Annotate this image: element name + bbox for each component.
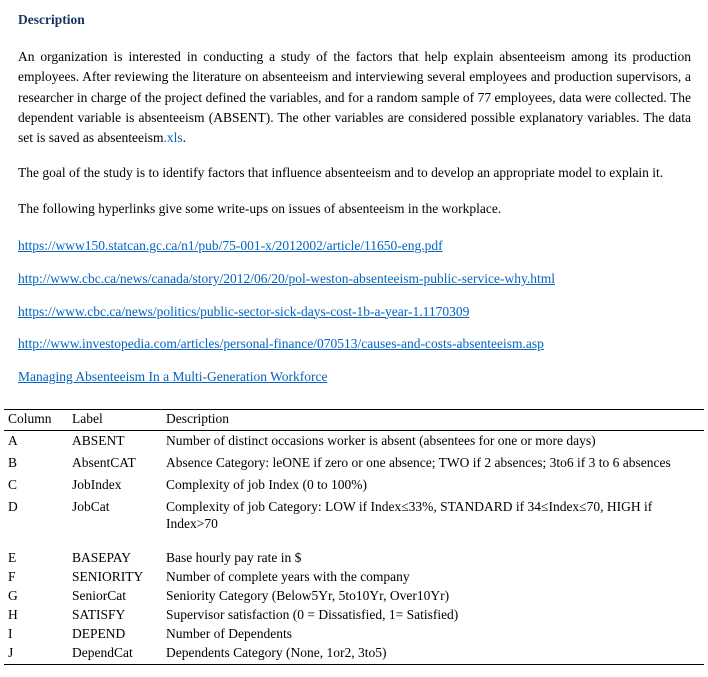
managing-absenteeism-link[interactable]: Managing Absenteeism In a Multi-Generation Workforce <box>18 369 328 385</box>
cell-description: Dependents Category (None, 1or2, 3to5) <box>166 644 387 660</box>
goal-paragraph: The goal of the study is to identify factors that influence absenteeism and to develop an appropriate model to explain it. <box>18 165 664 181</box>
cell-label: SeniorCat <box>72 588 126 604</box>
table-row <box>4 588 704 607</box>
cell-column: C <box>8 476 18 492</box>
cell-description: Number of complete years with the company <box>166 569 410 585</box>
cell-description: Absence Category: leONE if zero or one absence; TWO if 2 absences; 3to6 if 3 to 6 absences <box>166 454 671 470</box>
cell-column: A <box>8 433 18 449</box>
link-line <box>18 335 691 354</box>
table-row <box>4 497 704 551</box>
link-line <box>18 270 691 289</box>
cell-column: H <box>8 607 18 623</box>
table-row <box>4 626 704 645</box>
cell-column: E <box>8 550 17 566</box>
link-line <box>18 368 691 387</box>
intro-period: . <box>182 130 186 145</box>
cell-label: ABSENT <box>72 433 125 449</box>
header-description: Description <box>162 410 704 431</box>
cbc-canada-link[interactable]: http://www.cbc.ca/news/canada/story/2012/06/20/pol-weston-absenteeism-public-service-why.html <box>18 270 555 286</box>
links-intro-paragraph: The following hyperlinks give some write-ups on issues of absenteeism in the workplace. <box>18 200 502 216</box>
variables-table <box>4 409 704 665</box>
table-row <box>4 607 704 626</box>
intro-paragraph <box>18 47 691 148</box>
cell-column: D <box>8 498 18 514</box>
hyperlinks-list <box>18 237 691 387</box>
cell-column: F <box>8 569 16 585</box>
table-row <box>4 475 704 497</box>
link-line <box>18 237 691 256</box>
cell-label: SATISFY <box>72 607 126 623</box>
investopedia-link[interactable]: http://www.investopedia.com/articles/personal-finance/070513/causes-and-costs-absenteeism.asp <box>18 336 544 352</box>
cell-label: AbsentCAT <box>72 454 136 470</box>
cell-description: Seniority Category (Below5Yr, 5to10Yr, Over10Yr) <box>166 588 450 604</box>
dataset-file-link[interactable]: .xls <box>163 130 183 145</box>
cell-description: Base hourly pay rate in $ <box>166 550 302 566</box>
cell-label: JobIndex <box>72 476 122 492</box>
cell-description: Number of Dependents <box>166 625 292 641</box>
table-row <box>4 431 704 453</box>
intro-text: An organization is interested in conducting a study of the factors that help explain absenteeism among its production employees. After reviewing the literature on absenteeism and interviewing several employees and production supervisors, a researcher in charge of the project defined the variables, and for a random sample of 77 employees, data were collected. The dependent variable is absenteeism (ABSENT). The other variables are considered possible explanatory variables. The data set is saved as absenteeism <box>18 49 691 145</box>
cell-description: Complexity of job Index (0 to 100%) <box>166 476 367 492</box>
table-row <box>4 645 704 664</box>
cell-column: B <box>8 454 18 470</box>
table-row <box>4 569 704 588</box>
table-row <box>4 550 704 569</box>
statcan-link[interactable]: https://www150.statcan.gc.ca/n1/pub/75-001-x/2012002/article/11650-eng.pdf <box>18 237 443 253</box>
page-title: Description <box>18 12 85 27</box>
cell-label: BASEPAY <box>72 550 132 566</box>
link-line <box>18 303 691 322</box>
cell-description: Number of distinct occasions worker is absent (absentees for one or more days) <box>166 433 596 449</box>
cbc-politics-link[interactable]: https://www.cbc.ca/news/politics/public-sector-sick-days-cost-1b-a-year-1.1170309 <box>18 303 470 319</box>
cell-label: DependCat <box>72 644 133 660</box>
cell-label: JobCat <box>72 498 110 514</box>
header-column: Column <box>4 410 68 431</box>
cell-column: J <box>8 644 14 660</box>
cell-description: Supervisor satisfaction (0 = Dissatisfied, 1= Satisfied) <box>166 607 459 623</box>
cell-description: Complexity of job Category: LOW if Index≤33%, STANDARD if 34≤Index≤70, HIGH if Index>70 <box>166 498 653 531</box>
variables-table-wrapper <box>4 409 704 665</box>
cell-column: I <box>8 625 13 641</box>
table-row <box>4 453 704 475</box>
cell-label: DEPEND <box>72 625 126 641</box>
table-header-row <box>4 410 704 431</box>
header-label: Label <box>68 410 162 431</box>
cell-label: SENIORITY <box>72 569 144 585</box>
cell-column: G <box>8 588 18 604</box>
